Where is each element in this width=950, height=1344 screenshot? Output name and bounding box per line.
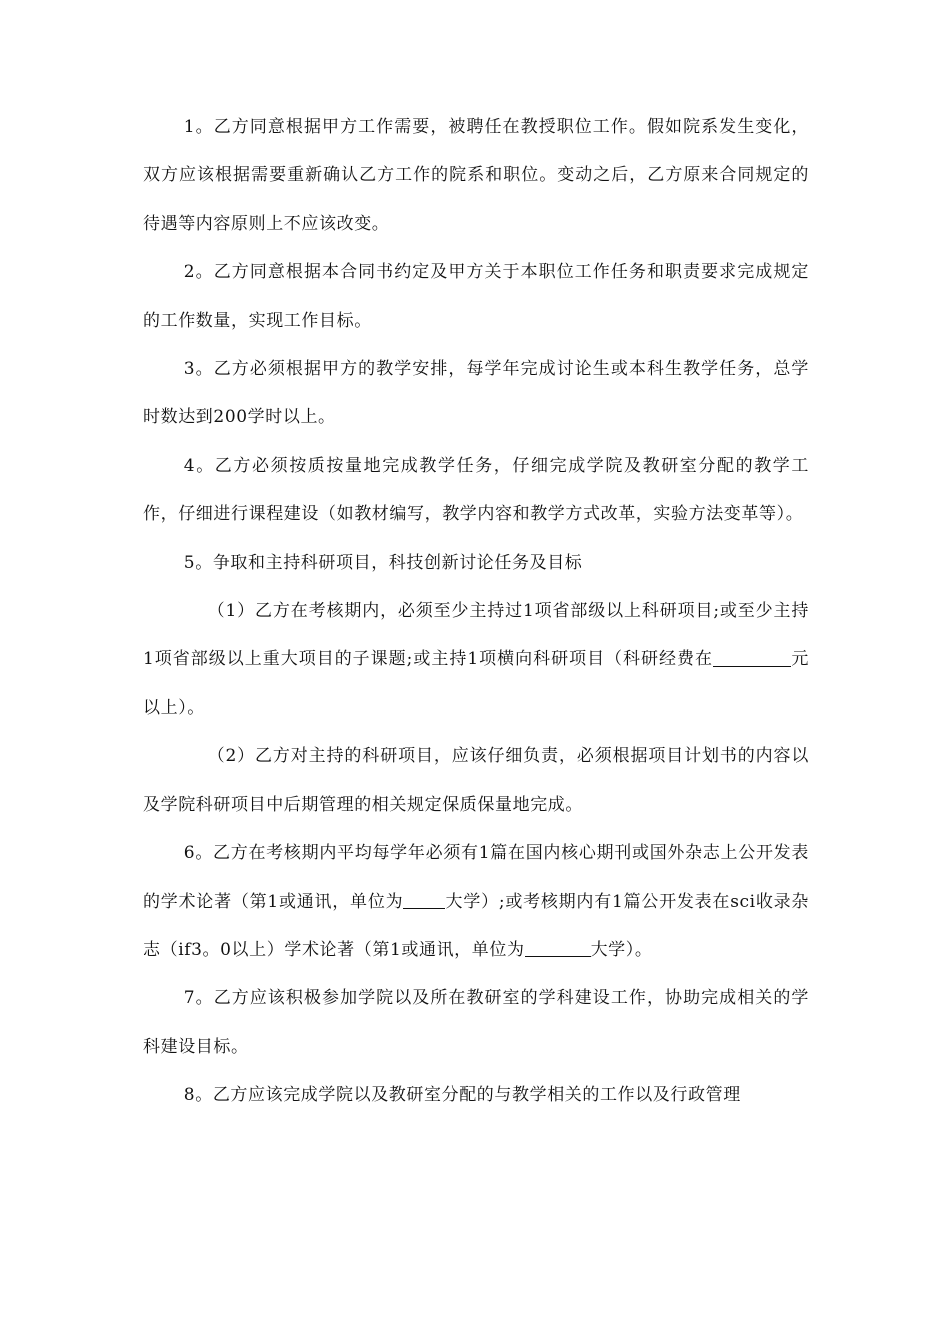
paragraph-5-2: （2）乙方对主持的科研项目，应该仔细负责，必须根据项目计划书的内容以及学院科研项目中后期管理的相关规定保质保量地完成。 [143, 746, 809, 815]
paragraph-2: 2。乙方同意根据本合同书约定及甲方关于本职位工作任务和职责要求完成规定的工作数量，实现工作目标。 [143, 262, 809, 331]
paragraph-5-1-text: （1）乙方在考核期内，必须至少主持过1项省部级以上科研项目;或至少主持1项省部级以上重大项目的子课题;或主持1项横向科研项目（科研经费在 [143, 601, 809, 670]
paragraph-8: 8。乙方应该完成学院以及教研室分配的与教学相关的工作以及行政管理 [183, 1085, 741, 1106]
paragraph-1: 1。乙方同意根据甲方工作需要，被聘任在教授职位工作。假如院系发生变化，双方应该根据需要重新确认乙方工作的院系和职位。变动之后，乙方原来合同规定的待遇等内容原则上不应该改变。 [143, 117, 809, 234]
paragraph-4: 4。乙方必须按质按量地完成教学任务，仔细完成学院及教研室分配的教学工作，仔细进行课程建设（如教材编写，教学内容和教学方式改革，实验方法变革等）。 [143, 455, 809, 525]
paragraph-7: 7。乙方应该积极参加学院以及所在教研室的学科建设工作，协助完成相关的学科建设目标。 [143, 988, 809, 1057]
paragraph-6 [143, 829, 809, 974]
fill-blank-university-1 [403, 891, 445, 909]
paragraph-5: 5。争取和主持科研项目，科技创新讨论任务及目标 [183, 552, 583, 573]
paragraph-5-1 [143, 587, 809, 732]
fill-blank-funding [713, 649, 791, 667]
paragraph-6-text-c: 大学）。 [590, 939, 653, 960]
paragraph-6-text-b: 大学）;或考核期内有1篇公开发表在sci收录杂志（if3。0以上）学术论著（第1或通讯，单位为 [143, 891, 809, 960]
paragraph-5-1-text-end: 元以上）。 [143, 649, 809, 718]
paragraph-6-text-a: 6。乙方在考核期内平均每学年必须有1篇在国内核心期刊或国外杂志上公开发表的学术论著（第1或通讯，单位为 [143, 843, 809, 912]
fill-blank-university-2 [525, 939, 591, 957]
document-body [143, 103, 809, 1120]
paragraph-3: 3。乙方必须根据甲方的教学安排，每学年完成讨论生或本科生教学任务，总学时数达到200学时以上。 [143, 359, 809, 428]
